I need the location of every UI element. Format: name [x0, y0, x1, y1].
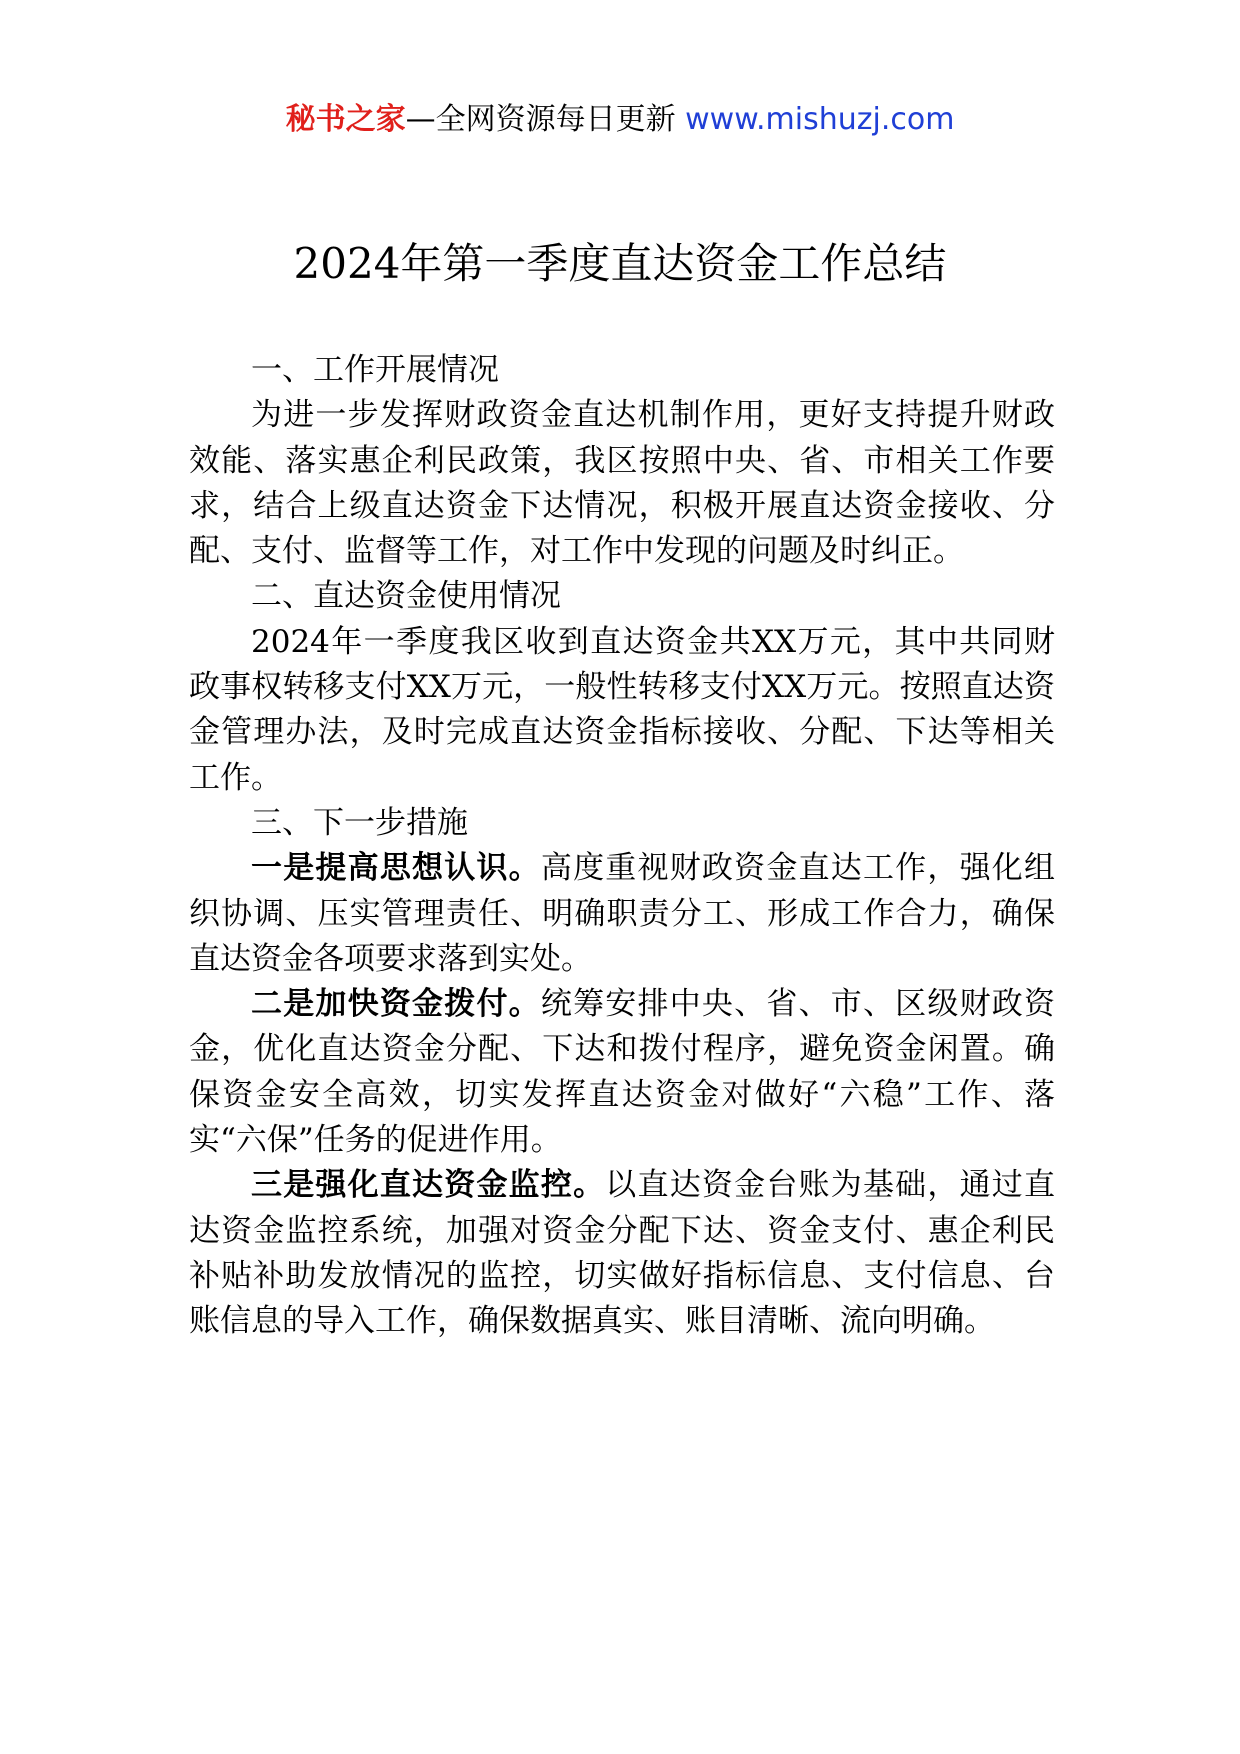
section-heading: 二、直达资金使用情况: [251, 578, 561, 615]
document-body: [189, 348, 1055, 1345]
section-heading: 一、工作开展情况: [251, 352, 499, 388]
measure-text: 高度重视财政资金直达工作，强化组织协调、压实管理责任、明确职责分工、形成工作合力，确保直达资金各项要求落到实处。: [189, 850, 1055, 977]
measure-text: 统筹安排中央、省、市、区级财政资金，优化直达资金分配、下达和拨付程序，避免资金闲置。确保资金安全高效，切实发挥直达资金对做好“六稳”工作、落实“六保”任务的促进作用。: [189, 986, 1055, 1159]
site-banner: [0, 100, 1240, 140]
paragraph: 为进一步发挥财政资金直达机制作用，更好支持提升财政效能、落实惠企利民政策，我区按照中央、省、市相关工作要求，结合上级直达资金下达情况，积极开展直达资金接收、分配、支付、监督等工作，对工作中发现的问题及时纠正。: [189, 397, 1055, 570]
paragraph: 2024年一季度我区收到直达资金共XX万元，其中共同财政事权转移支付XX万元，一般性转移支付XX万元。按照直达资金管理办法，及时完成直达资金指标接收、分配、下达等相关工作。: [189, 623, 1055, 796]
measure-paragraph: [189, 1163, 1055, 1344]
measure-paragraph: [189, 982, 1055, 1163]
measure-lead: 二是加快资金拨付。: [251, 986, 541, 1023]
measure-lead: 三是强化直达资金监控。: [251, 1167, 606, 1204]
measure-lead: 一是提高思想认识。: [251, 850, 541, 887]
section-heading: 三、下一步措施: [251, 804, 468, 841]
site-url-link[interactable]: www.mishuzj.com: [685, 102, 955, 137]
site-brand: 秘书之家: [285, 102, 406, 137]
site-tagline: —全网资源每日更新: [405, 102, 676, 137]
document-title: 2024年第一季度直达资金工作总结: [293, 239, 947, 288]
measure-text: 以直达资金台账为基础，通过直达资金监控系统，加强对资金分配下达、资金支付、惠企利民补贴补助发放情况的监控，切实做好指标信息、支付信息、台账信息的导入工作，确保数据真实、账目清晰、流向明确。: [189, 1167, 1056, 1340]
measure-paragraph: [189, 846, 1055, 982]
